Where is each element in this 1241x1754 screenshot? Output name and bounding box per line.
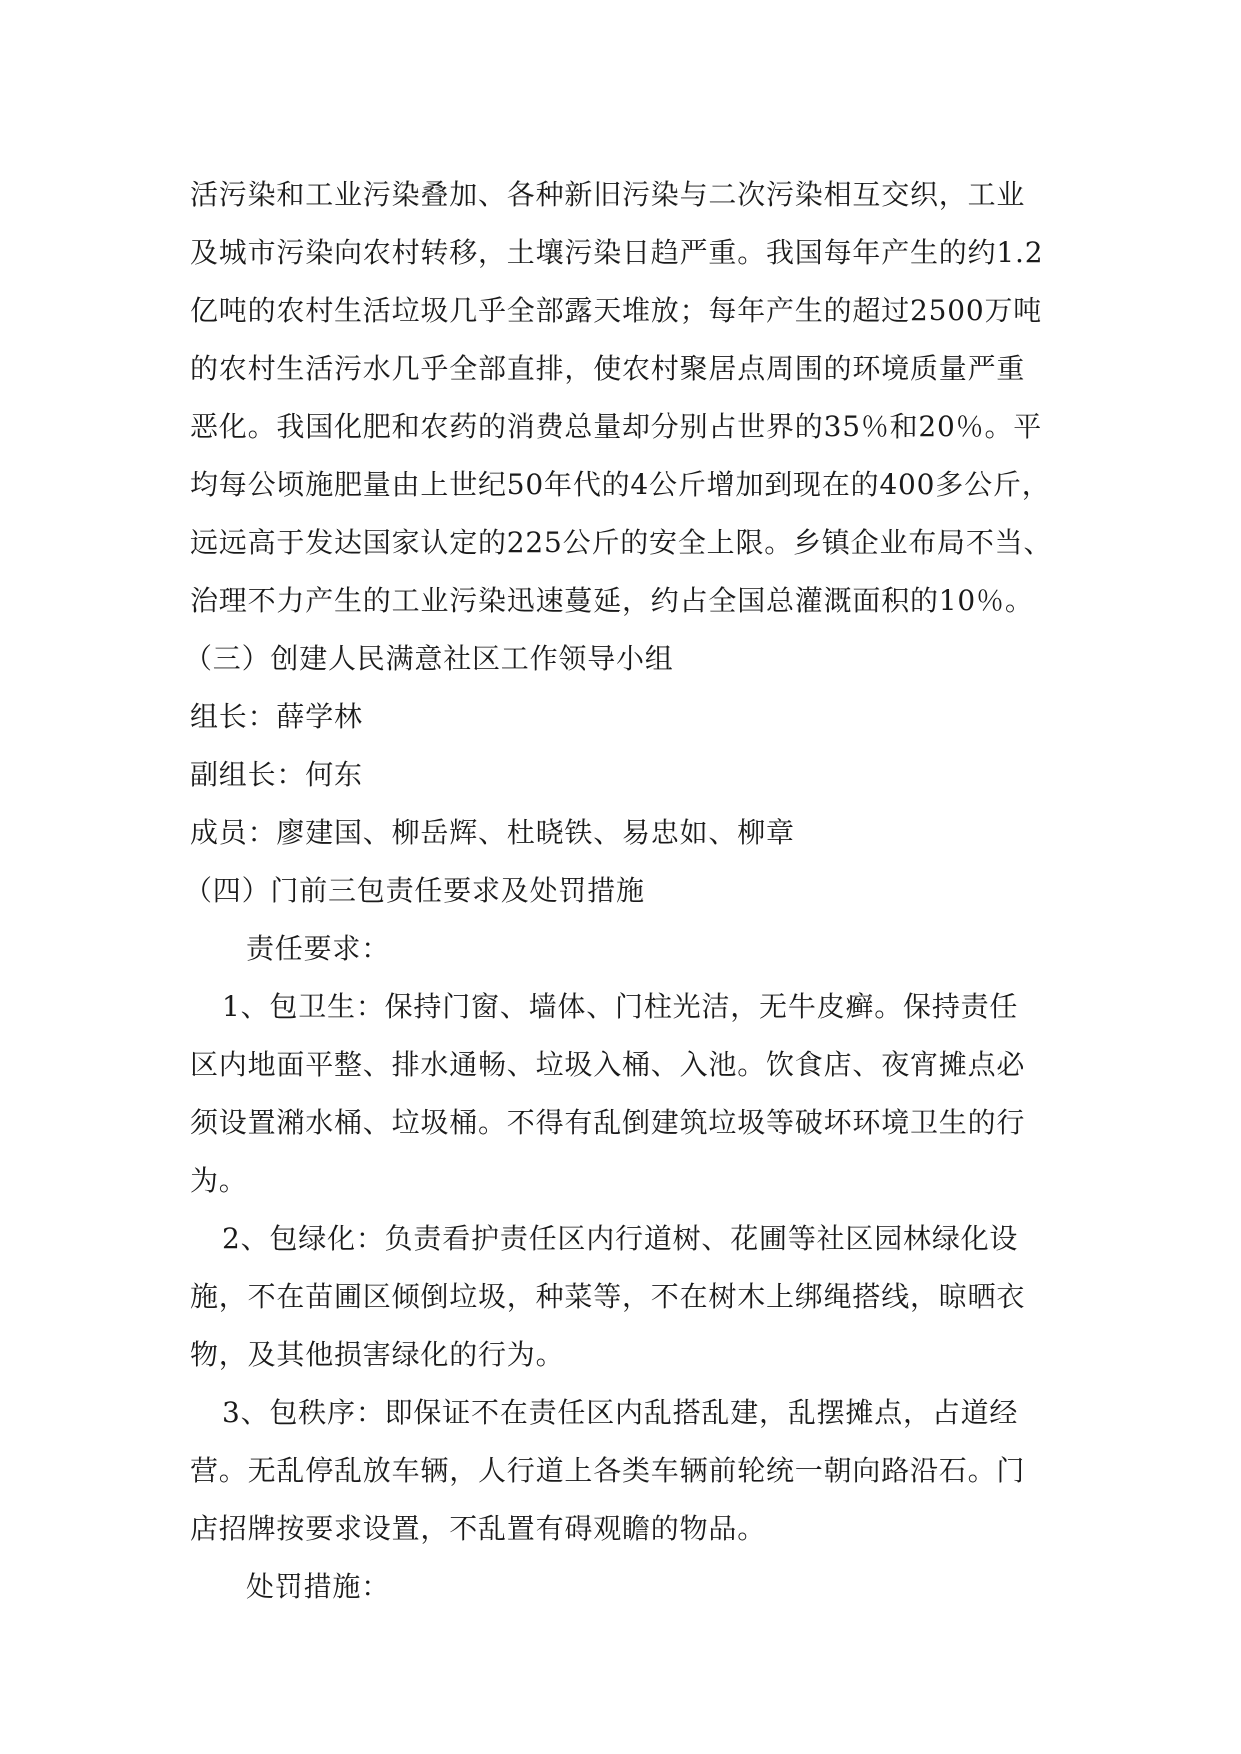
text-line: 施，不在苗圃区倾倒垃圾，种菜等，不在树木上绑绳搭线，晾晒衣 (190, 1280, 1026, 1313)
text-line: 3、包秩序：即保证不在责任区内乱搭乱建，乱摆摊点，占道经 (222, 1396, 1019, 1429)
item-3-paragraph (190, 1384, 1055, 1558)
leader-line: 组长：薛学林 (190, 700, 363, 733)
text-line: 活污染和工业污染叠加、各种新旧污染与二次污染相互交织，工业 (190, 178, 1026, 211)
text-line: 为。 (190, 1164, 248, 1197)
text-line: 远远高于发达国家认定的225公斤的安全上限。乡镇企业布局不当、 (190, 526, 1053, 559)
text-line: 及城市污染向农村转移，土壤污染日趋严重。我国每年产生的约1.2 (190, 236, 1044, 269)
intro-paragraph (190, 166, 1055, 630)
item-2-paragraph (190, 1210, 1055, 1384)
text-line: 治理不力产生的工业污染迅速蔓延，约占全国总灌溉面积的10％。 (190, 584, 1034, 617)
deputy-leader-line: 副组长：何东 (190, 758, 363, 791)
text-line: 须设置潲水桶、垃圾桶。不得有乱倒建筑垃圾等破坏环境卫生的行 (190, 1106, 1026, 1139)
text-line: 均每公顷施肥量由上世纪50年代的4公斤增加到现在的400多公斤， (190, 468, 1051, 501)
text-line: 1、包卫生：保持门窗、墙体、门柱光洁，无牛皮癣。保持责任 (222, 990, 1019, 1023)
section-3-heading: （三）创建人民满意社区工作领导小组 (184, 642, 674, 675)
text-line: 亿吨的农村生活垃圾几乎全部露天堆放；每年产生的超过2500万吨 (190, 294, 1043, 327)
item-1-paragraph (190, 978, 1055, 1210)
text-line: 营。无乱停乱放车辆，人行道上各类车辆前轮统一朝向路沿石。门 (190, 1454, 1026, 1487)
text-line: 区内地面平整、排水通畅、垃圾入桶、入池。饮食店、夜宵摊点必 (190, 1048, 1026, 1081)
text-line: 恶化。我国化肥和农药的消费总量却分别占世界的35％和20％。平 (190, 410, 1043, 443)
text-line: 2、包绿化：负责看护责任区内行道树、花圃等社区园林绿化设 (222, 1222, 1019, 1255)
penalty-heading: 处罚措施： (246, 1570, 391, 1603)
text-line: 的农村生活污水几乎全部直排，使农村聚居点周围的环境质量严重 (190, 352, 1026, 385)
text-line: 店招牌按要求设置，不乱置有碍观瞻的物品。 (190, 1512, 767, 1545)
members-line: 成员：廖建国、柳岳辉、杜晓铁、易忠如、柳章 (190, 816, 795, 849)
section-4-heading: （四）门前三包责任要求及处罚措施 (184, 874, 645, 907)
responsibility-heading: 责任要求： (246, 932, 391, 965)
document-body (184, 166, 1055, 1616)
text-line: 物，及其他损害绿化的行为。 (190, 1338, 565, 1371)
